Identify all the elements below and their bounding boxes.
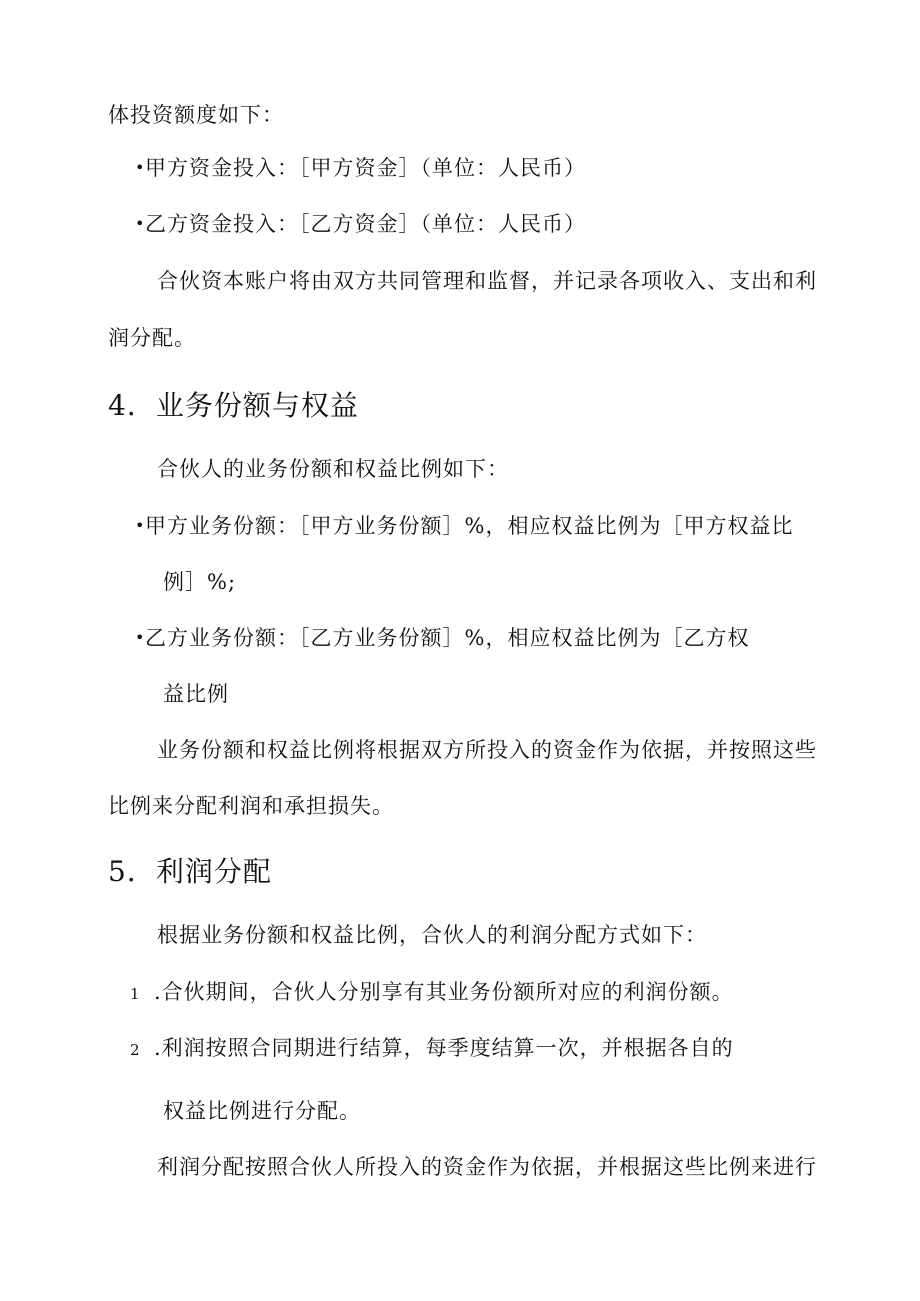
section-5-intro: 根据业务份额和权益比例，合伙人的利润分配方式如下：	[157, 923, 707, 947]
list-item	[135, 624, 749, 652]
intro-line: 体投资额度如下：	[108, 103, 284, 127]
section-4-paragraph-line1: 业务份额和权益比例将根据双方所投入的资金作为依据，并按照这些	[157, 738, 817, 762]
list-number: 1	[130, 985, 141, 1003]
profit-item-1: .合伙期间，合伙人分别享有其业务份额所对应的利润份额。	[154, 980, 734, 1004]
share-item-b-line1: 乙方业务份额：［乙方业务份额］%，相应权益比例为［乙方权	[145, 626, 750, 650]
section-4-paragraph-line2: 比例来分配利润和承担损失。	[108, 794, 394, 818]
capital-item-b: 乙方资金投入：［乙方资金］（单位：人民币）	[145, 212, 586, 236]
list-item	[135, 512, 793, 540]
section-4-intro: 合伙人的业务份额和权益比例如下：	[157, 457, 509, 481]
list-item	[130, 978, 734, 1008]
list-item	[135, 154, 586, 182]
bullet-icon: •	[135, 214, 146, 233]
profit-item-2-line1: .利润按照合同期进行结算，每季度结算一次，并根据各自的	[154, 1036, 734, 1060]
bullet-icon: •	[135, 158, 146, 177]
share-item-a-line1: 甲方业务份额：［甲方业务份额］%，相应权益比例为［甲方权益比	[145, 514, 794, 538]
list-item	[130, 1034, 734, 1064]
bullet-icon: •	[135, 516, 146, 535]
bullet-icon: •	[135, 628, 146, 647]
share-item-b-line2: 益比例	[163, 682, 229, 706]
capital-paragraph-line1: 合伙资本账户将由双方共同管理和监督，并记录各项收入、支出和利	[157, 269, 817, 293]
section-5-paragraph-line1: 利润分配按照合伙人所投入的资金作为依据，并根据这些比例来进行	[157, 1155, 817, 1179]
share-item-a-line2: 例］%;	[163, 570, 237, 594]
list-number: 2	[130, 1041, 141, 1059]
list-item	[135, 210, 586, 238]
profit-item-2-line2: 权益比例进行分配。	[163, 1099, 361, 1123]
capital-item-a: 甲方资金投入：［甲方资金］（单位：人民币）	[145, 156, 586, 180]
section-5-heading: 5．利润分配	[108, 855, 272, 888]
section-4-heading: 4．业务份额与权益	[108, 389, 359, 422]
capital-paragraph-line2: 润分配。	[108, 326, 196, 350]
